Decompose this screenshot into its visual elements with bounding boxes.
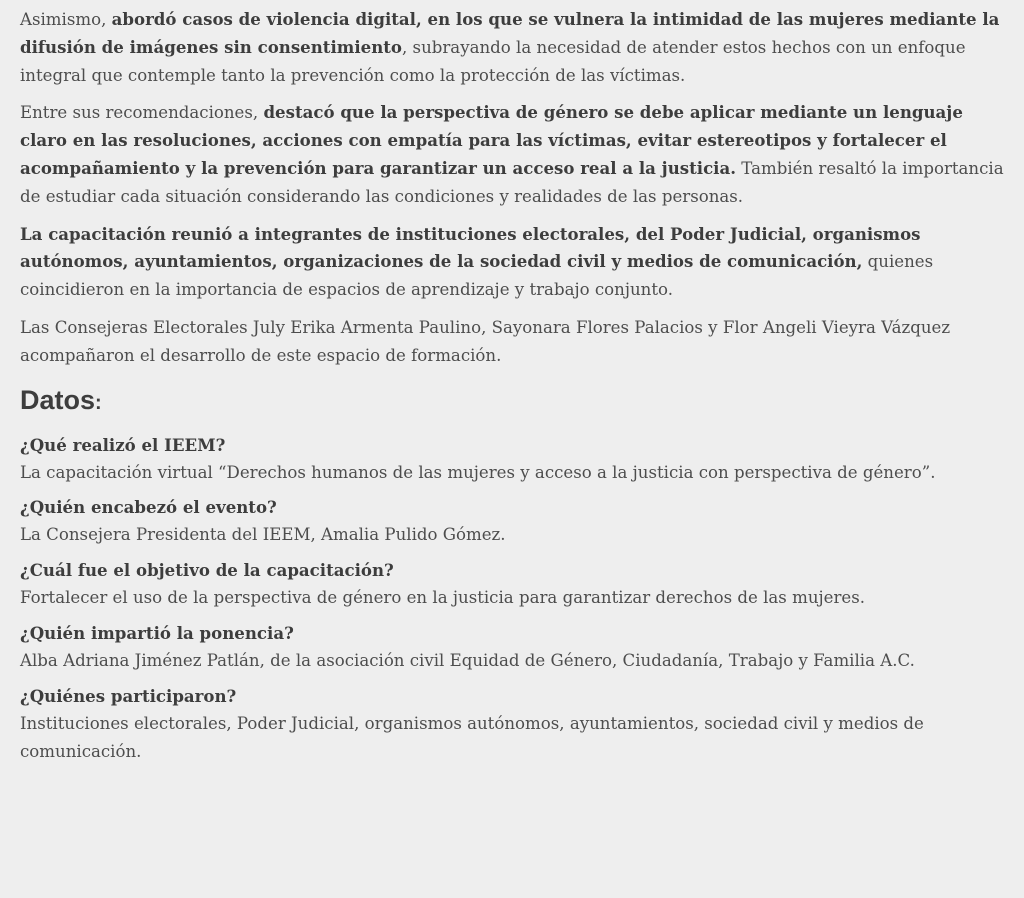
paragraph-recomendaciones (20, 99, 1012, 210)
faq-answer: Instituciones electorales, Poder Judicial, organismos autónomos, ayuntamientos, sociedad civil y medios de comunicación. (20, 713, 924, 761)
datos-heading (20, 384, 1012, 419)
faq-answer: Fortalecer el uso de la perspectiva de género en la justicia para garantizar derechos de las mujeres. (20, 588, 866, 608)
faq-item (20, 556, 1012, 612)
faq-question: ¿Qué realizó el IEEM? (20, 434, 226, 455)
faq-answer: La Consejera Presidenta del IEEM, Amalia Pulido Gómez. (20, 525, 506, 545)
faq-question: ¿Quién impartió la ponencia? (20, 622, 294, 643)
faq-item (20, 493, 1012, 549)
faq-question: ¿Cuál fue el objetivo de la capacitación? (20, 560, 394, 581)
faq-answer: Alba Adriana Jiménez Patlán, de la asociación civil Equidad de Género, Ciudadanía, Trabajo y Familia A.C. (20, 650, 915, 670)
paragraph-violencia-digital (20, 6, 1012, 89)
paragraph-consejeras (20, 314, 1012, 370)
faq-item (20, 619, 1012, 675)
paragraph-text: Entre sus recomendaciones, (20, 103, 264, 123)
datos-heading-colon: : (95, 391, 102, 414)
paragraph-text: Las Consejeras Electorales July Erika Armenta Paulino, Sayonara Flores Palacios y Flor Angeli Vieyra Vázquez acompañaron el desarrollo de este espacio de formación. (20, 317, 951, 365)
paragraph-text: También resaltó la importancia de estudiar cada situación considerando las condiciones y realidades de las personas. (20, 158, 1004, 206)
paragraph-text: quienes coincidieron en la importancia de espacios de aprendizaje y trabajo conjunto. (20, 252, 934, 300)
faq-item (20, 431, 1012, 487)
datos-heading-text: Datos (20, 384, 96, 415)
faq-answer: La capacitación virtual “Derechos humanos de las mujeres y acceso a la justicia con perspectiva de género”. (20, 462, 936, 482)
faq-question: ¿Quién encabezó el evento? (20, 497, 277, 518)
paragraph-highlight: La capacitación reunió a integrantes de instituciones electorales, del Poder Judicial, organismos autónomos, ayuntamientos, organizaciones de la sociedad civil y medios de comunicación, (20, 223, 921, 272)
paragraph-highlight: destacó que la perspectiva de género se debe aplicar mediante un lenguaje claro en las resoluciones, acciones con empatía para las víctimas, evitar estereotipos y fortalecer el acompañamiento y la prevención para garantizar un acceso real a la justicia. (20, 102, 963, 178)
paragraph-text: Asimismo, (20, 10, 112, 29)
paragraph-text: , subrayando la necesidad de atender estos hechos con un enfoque integral que contemple tanto la prevención como la protección de las víctimas. (20, 37, 966, 85)
paragraph-participantes (20, 221, 1012, 304)
paragraph-highlight: abordó casos de violencia digital, en los que se vulnera la intimidad de las mujeres mediante la difusión de imágenes sin consentimiento (20, 9, 1000, 57)
faq-item (20, 682, 1012, 766)
faq-question: ¿Quiénes participaron? (20, 685, 237, 706)
